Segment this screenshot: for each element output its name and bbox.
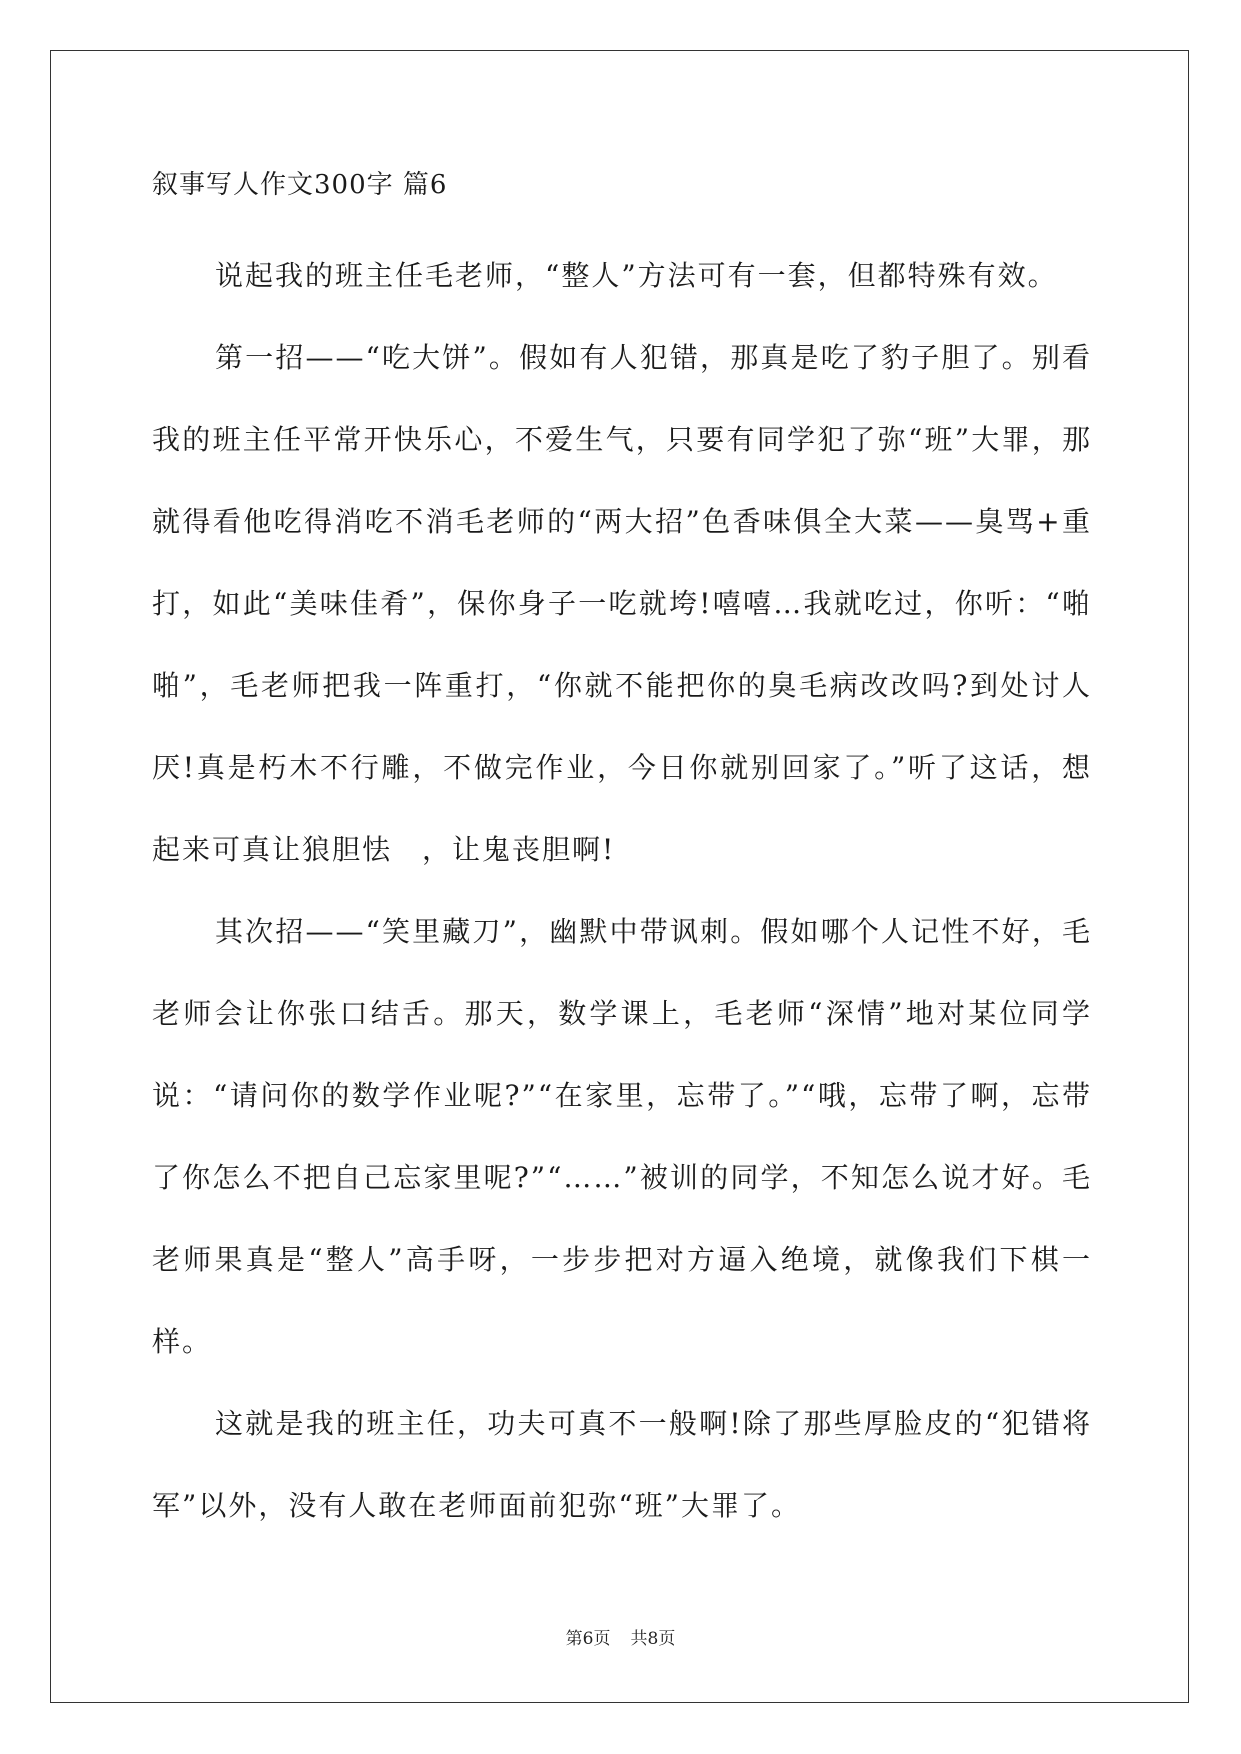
document-title: 叙事写人作文300字 篇6 <box>152 170 448 200</box>
paragraph: 第一招——“吃大饼”。假如有人犯错，那真是吃了豹子胆了。别看我的班主任平常开快乐心，不爱生气，只要有同学犯了弥“班”大罪，那就得看他吃得消吃不消毛老师的“两大招”色香味俱全大菜——臭骂+重打，如此“美味佳肴”，保你身子一吃就垮!嘻嘻…我就吃过，你听：“啪啪”，毛老师把我一阵重打，“你就不能把你的臭毛病改改吗?到处讨人厌!真是朽木不行雕，不做完作业，今日你就别回家了。”听了这话，想起来可真让狼胆怯 ，让鬼丧胆啊! <box>152 341 1092 866</box>
paragraph: 其次招——“笑里藏刀”，幽默中带讽刺。假如哪个人记性不好，毛老师会让你张口结舌。那天，数学课上，毛老师“深情”地对某位同学说：“请问你的数学作业呢?”“在家里，忘带了。”“哦，忘带了啊，忘带了你怎么不把自己忘家里呢?”“……”被训的同学，不知怎么说才好。毛老师果真是“整人”高手呀，一步步把对方逼入绝境，就像我们下棋一样。 <box>152 915 1092 1358</box>
paragraph: 这就是我的班主任，功夫可真不一般啊!除了那些厚脸皮的“犯错将军”以外，没有人敢在老师面前犯弥“班”大罪了。 <box>152 1407 1092 1522</box>
paragraph: 说起我的班主任毛老师，“整人”方法可有一套，但都特殊有效。 <box>215 259 1058 292</box>
document-body <box>152 165 1092 1547</box>
page-footer <box>0 1627 1241 1651</box>
current-page-number: 第6页 <box>565 1629 611 1649</box>
total-pages: 共8页 <box>630 1629 676 1649</box>
